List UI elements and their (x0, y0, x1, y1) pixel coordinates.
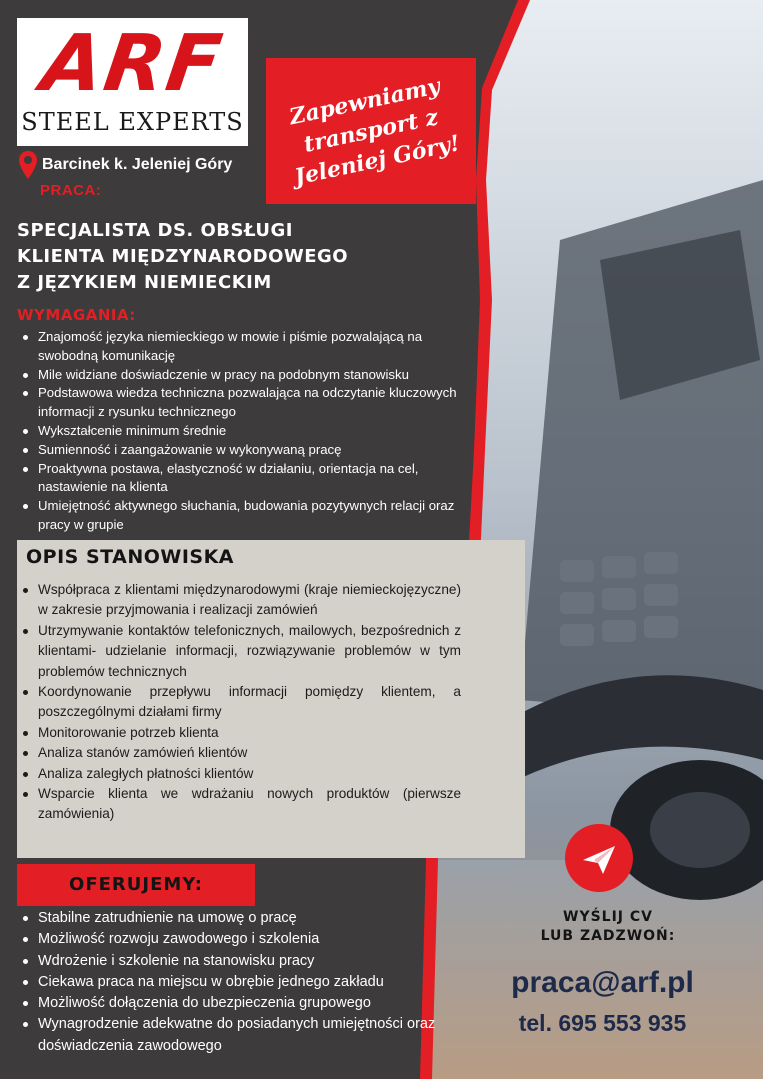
list-item: Możliwość dołączenia do ubezpieczenia grupowego (17, 993, 437, 1014)
paper-plane-icon (565, 824, 633, 892)
list-item: Koordynowanie przepływu informacji pomiędzy klientem, a poszczególnymi działami firmy (17, 682, 461, 723)
location-text: Barcinek k. Jeleniej Góry (42, 156, 233, 173)
list-item: Ciekawa praca na miejscu w obrębie jednego zakładu (17, 972, 437, 993)
list-item: Wykształcenie minimum średnie (17, 422, 457, 441)
logo (17, 18, 248, 146)
list-item: Monitorowanie potrzeb klienta (17, 723, 461, 743)
list-item: Wsparcie klienta we wdrażaniu nowych produktów (pierwsze zamówienia) (17, 784, 461, 825)
offer-heading: OFERUJEMY: (69, 874, 203, 895)
list-item: Umiejętność aktywnego słuchania, budowania pozytywnych relacji oraz pracy w grupie (17, 497, 457, 535)
description-list (17, 580, 461, 825)
requirements-heading: WYMAGANIA: (17, 306, 136, 324)
cta-text: WYŚLIJ CV LUB ZADZWOŃ: (540, 909, 676, 944)
list-item: Mile widziane doświadczenie w pracy na podobnym stanowisku (17, 366, 457, 385)
list-item: Podstawowa wiedza techniczna pozwalająca na odczytanie kluczowych informacji z rysunku technicznego (17, 384, 457, 422)
job-title: SPECJALISTA DS. OBSŁUGI KLIENTA MIĘDZYNARODOWEGO Z JĘZYKIEM NIEMIECKIM (17, 220, 349, 293)
list-item: Sumienność i zaangażowanie w wykonywaną pracę (17, 441, 457, 460)
promo-box (266, 58, 476, 204)
list-item: Wdrożenie i szkolenie na stanowisku pracy (17, 951, 437, 972)
logo-tagline: STEEL EXPERTS (21, 108, 244, 136)
logo-brand: ARF (36, 19, 229, 109)
list-item: Stabilne zatrudnienie na umowę o pracę (17, 908, 437, 929)
list-item: Utrzymywanie kontaktów telefonicznych, mailowych, bezpośrednich z klientami- udzielanie informacji, rozwiązywanie problemów w tym problemów technicznych (17, 621, 461, 682)
description-heading: OPIS STANOWISKA (26, 546, 235, 568)
contact-phone[interactable]: tel. 695 553 935 (518, 1010, 687, 1036)
list-item: Wynagrodzenie adekwatne do posiadanych umiejętności oraz doświadczenia zawodowego (17, 1014, 437, 1057)
description-panel (17, 540, 525, 858)
map-pin-icon (18, 150, 38, 180)
list-item: Analiza stanów zamówień klientów (17, 743, 461, 763)
offer-heading-box (17, 864, 255, 906)
requirements-list (17, 328, 457, 535)
list-item: Możliwość rozwoju zawodowego i szkolenia (17, 929, 437, 950)
send-badge (565, 824, 633, 892)
list-item: Współpraca z klientami międzynarodowymi (kraje niemieckojęzyczne) w zakresie przyjmowania i realizacji zamówień (17, 580, 461, 621)
praca-label: PRACA: (40, 182, 102, 199)
list-item: Analiza zaległych płatności klientów (17, 764, 461, 784)
list-item: Proaktywna postawa, elastyczność w działaniu, orientacja na cel, nastawienie na klienta (17, 460, 457, 498)
location (18, 150, 232, 180)
contact-email[interactable]: praca@arf.pl (511, 966, 694, 999)
offer-list (17, 908, 437, 1057)
list-item: Znajomość języka niemieckiego w mowie i piśmie pozwalającą na swobodną komunikację (17, 328, 457, 366)
promo-text: Zapewniamy transport z Jeleniej Góry! (287, 73, 463, 191)
